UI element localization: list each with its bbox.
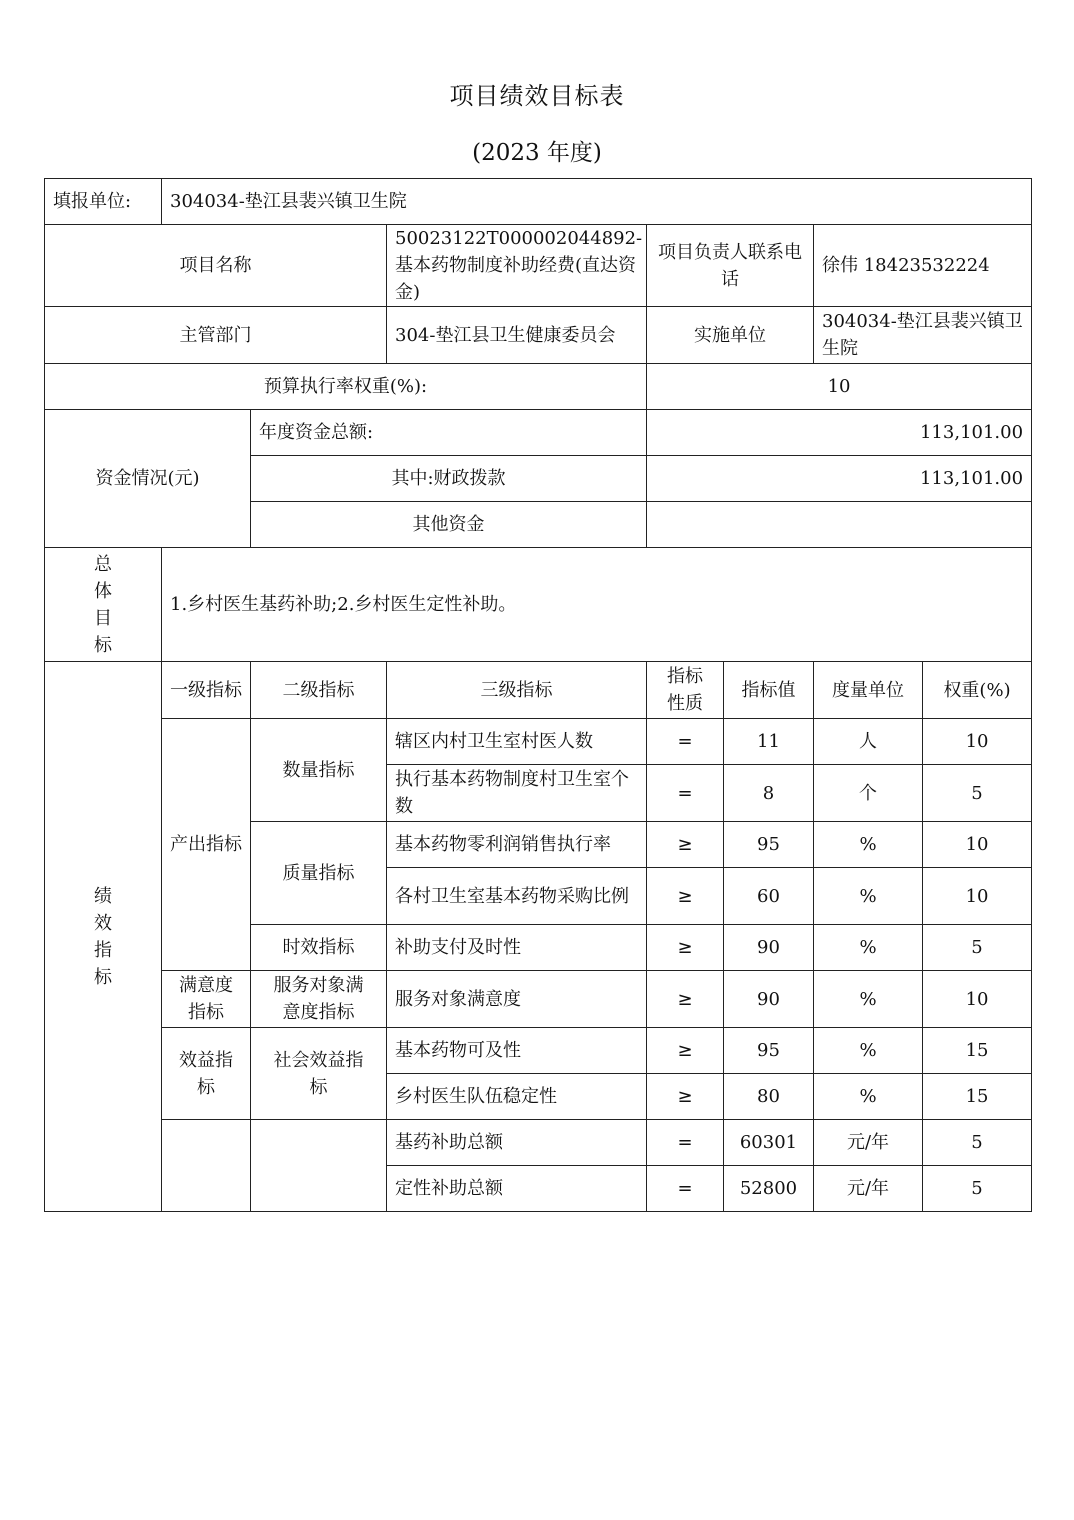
indicator-weight: 10 bbox=[923, 971, 1032, 1028]
indicator-value: 11 bbox=[724, 719, 814, 765]
unit-label: 填报单位: bbox=[45, 179, 162, 225]
project-name-row bbox=[45, 225, 1032, 307]
dept-row bbox=[45, 307, 1032, 364]
funds-total-row bbox=[45, 410, 1032, 456]
indicator-weight: 5 bbox=[923, 1120, 1032, 1166]
indicator-op: ≥ bbox=[647, 925, 724, 971]
indicator-name: 服务对象满意度 bbox=[387, 971, 647, 1028]
indicator-op: ≥ bbox=[647, 1074, 724, 1120]
indicator-unit: % bbox=[814, 822, 923, 868]
col-level2: 二级指标 bbox=[251, 662, 387, 719]
indicator-op: ≥ bbox=[647, 971, 724, 1028]
col-nature: 指标性质 bbox=[647, 662, 724, 719]
indicator-unit: 元/年 bbox=[814, 1166, 923, 1212]
indicator-value: 60301 bbox=[724, 1120, 814, 1166]
project-name-label: 项目名称 bbox=[45, 225, 387, 307]
col-level3: 三级指标 bbox=[387, 662, 647, 719]
goal-row bbox=[45, 548, 1032, 662]
indicator-name: 基本药物可及性 bbox=[387, 1028, 647, 1074]
level1-blank bbox=[162, 1120, 251, 1212]
funds-fiscal-label: 其中:财政拨款 bbox=[251, 456, 647, 502]
indicator-value: 8 bbox=[724, 765, 814, 822]
indicator-weight: 5 bbox=[923, 925, 1032, 971]
indicator-value: 80 bbox=[724, 1074, 814, 1120]
budget-weight-row bbox=[45, 364, 1032, 410]
indicator-name: 各村卫生室基本药物采购比例 bbox=[387, 868, 647, 925]
funds-total-label: 年度资金总额: bbox=[251, 410, 647, 456]
indicator-value: 90 bbox=[724, 925, 814, 971]
indicator-op: = bbox=[647, 719, 724, 765]
indicator-value: 95 bbox=[724, 1028, 814, 1074]
funds-other-value bbox=[647, 502, 1032, 548]
col-level1: 一级指标 bbox=[162, 662, 251, 719]
indicator-op: ≥ bbox=[647, 1028, 724, 1074]
indicator-weight: 15 bbox=[923, 1074, 1032, 1120]
impl-value: 304034-垫江县裴兴镇卫生院 bbox=[814, 307, 1032, 364]
budget-weight-label: 预算执行率权重(%): bbox=[45, 364, 647, 410]
dept-label: 主管部门 bbox=[45, 307, 387, 364]
indicator-value: 60 bbox=[724, 868, 814, 925]
level2-social-benefit: 社会效益指标 bbox=[251, 1028, 387, 1120]
indicator-weight: 5 bbox=[923, 1166, 1032, 1212]
col-weight: 权重(%) bbox=[923, 662, 1032, 719]
project-name-value: 50023122T000002044892-基本药物制度补助经费(直达资金) bbox=[387, 225, 647, 307]
page-subtitle: (2023 年度) bbox=[472, 140, 602, 166]
indicator-weight: 10 bbox=[923, 822, 1032, 868]
indicator-name: 基本药物零利润销售执行率 bbox=[387, 822, 647, 868]
level2-timeliness: 时效指标 bbox=[251, 925, 387, 971]
table-row bbox=[45, 1028, 1032, 1074]
performance-target-table bbox=[44, 178, 1032, 1212]
indicator-unit: 人 bbox=[814, 719, 923, 765]
dept-value: 304-垫江县卫生健康委员会 bbox=[387, 307, 647, 364]
funds-label: 资金情况(元) bbox=[45, 410, 251, 548]
table-row bbox=[45, 971, 1032, 1028]
col-value: 指标值 bbox=[724, 662, 814, 719]
indicator-weight: 10 bbox=[923, 719, 1032, 765]
level1-satisfaction: 满意度指标 bbox=[162, 971, 251, 1028]
indicator-unit: % bbox=[814, 868, 923, 925]
funds-total-value: 113,101.00 bbox=[647, 410, 1032, 456]
level1-benefit: 效益指标 bbox=[162, 1028, 251, 1120]
indicator-name: 基药补助总额 bbox=[387, 1120, 647, 1166]
col-unit: 度量单位 bbox=[814, 662, 923, 719]
indicator-unit: 元/年 bbox=[814, 1120, 923, 1166]
indicator-weight: 10 bbox=[923, 868, 1032, 925]
indicator-unit: 个 bbox=[814, 765, 923, 822]
perf-label: 绩效指标 bbox=[45, 662, 162, 1212]
perf-header-row bbox=[45, 662, 1032, 719]
indicator-op: = bbox=[647, 1166, 724, 1212]
indicator-name: 定性补助总额 bbox=[387, 1166, 647, 1212]
page-title: 项目绩效目标表 bbox=[449, 82, 625, 110]
indicator-op: ≥ bbox=[647, 822, 724, 868]
budget-weight-value: 10 bbox=[647, 364, 1032, 410]
indicator-op: = bbox=[647, 1120, 724, 1166]
indicator-weight: 5 bbox=[923, 765, 1032, 822]
unit-row bbox=[45, 179, 1032, 225]
impl-label: 实施单位 bbox=[647, 307, 814, 364]
indicator-unit: % bbox=[814, 1028, 923, 1074]
level2-quantity: 数量指标 bbox=[251, 719, 387, 822]
contact-value: 徐伟 18423532224 bbox=[814, 225, 1032, 307]
indicator-op: ≥ bbox=[647, 868, 724, 925]
indicator-unit: % bbox=[814, 1074, 923, 1120]
level2-blank bbox=[251, 1120, 387, 1212]
indicator-weight: 15 bbox=[923, 1028, 1032, 1074]
indicator-name: 补助支付及时性 bbox=[387, 925, 647, 971]
unit-value: 304034-垫江县裴兴镇卫生院 bbox=[162, 179, 1032, 225]
contact-label: 项目负责人联系电话 bbox=[647, 225, 814, 307]
goal-label: 总体目标 bbox=[45, 548, 162, 662]
level2-quality: 质量指标 bbox=[251, 822, 387, 925]
funds-other-label: 其他资金 bbox=[251, 502, 647, 548]
indicator-name: 乡村医生队伍稳定性 bbox=[387, 1074, 647, 1120]
table-row bbox=[45, 1120, 1032, 1166]
indicator-name: 执行基本药物制度村卫生室个数 bbox=[387, 765, 647, 822]
level1-output: 产出指标 bbox=[162, 719, 251, 971]
indicator-unit: % bbox=[814, 971, 923, 1028]
indicator-unit: % bbox=[814, 925, 923, 971]
indicator-value: 52800 bbox=[724, 1166, 814, 1212]
indicator-name: 辖区内村卫生室村医人数 bbox=[387, 719, 647, 765]
indicator-value: 90 bbox=[724, 971, 814, 1028]
indicator-value: 95 bbox=[724, 822, 814, 868]
indicator-op: = bbox=[647, 765, 724, 822]
table-row bbox=[45, 719, 1032, 765]
level2-service-satisfaction: 服务对象满意度指标 bbox=[251, 971, 387, 1028]
funds-fiscal-value: 113,101.00 bbox=[647, 456, 1032, 502]
goal-text: 1.乡村医生基药补助;2.乡村医生定性补助。 bbox=[162, 548, 1032, 662]
